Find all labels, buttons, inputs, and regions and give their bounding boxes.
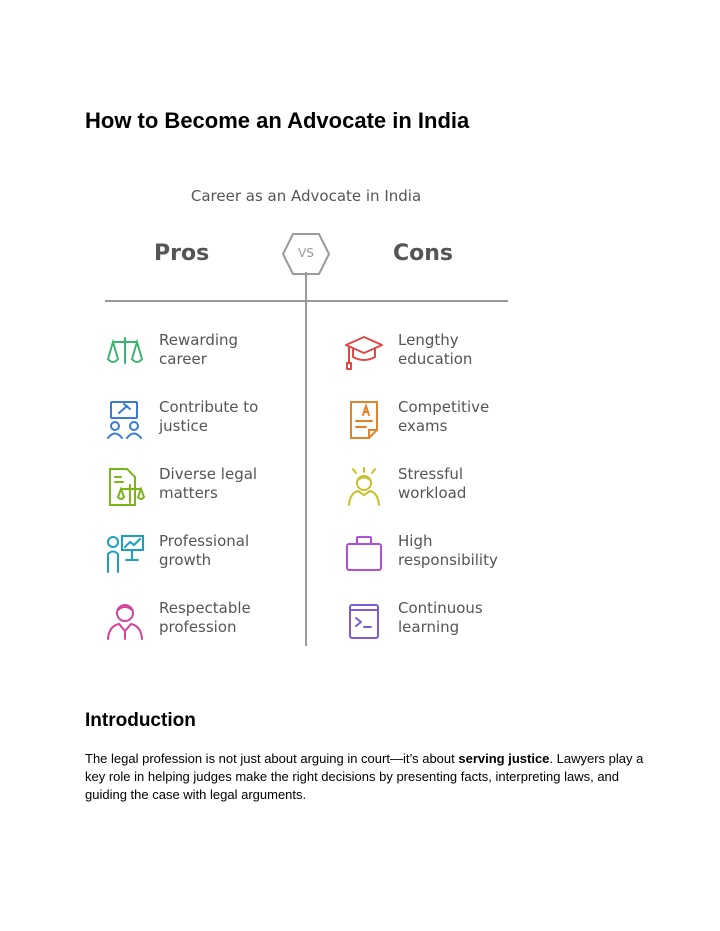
item-label-line1: Stressful bbox=[398, 465, 464, 483]
pros-item bbox=[105, 532, 305, 576]
book-icon bbox=[344, 601, 384, 641]
item-label-line1: High bbox=[398, 532, 433, 550]
presentation-growth-icon bbox=[105, 534, 145, 574]
cons-item bbox=[344, 532, 544, 576]
briefcase-icon bbox=[344, 534, 384, 574]
scales-icon bbox=[105, 333, 145, 373]
item-label-line2: justice bbox=[159, 417, 209, 435]
pros-heading: Pros bbox=[154, 241, 210, 266]
item-label-line2: responsibility bbox=[398, 551, 498, 569]
item-label-line1: Diverse legal bbox=[159, 465, 258, 483]
item-label-line2: growth bbox=[159, 551, 212, 569]
cons-item bbox=[344, 398, 544, 442]
item-label-line2: education bbox=[398, 350, 473, 368]
item-label-line1: Lengthy bbox=[398, 331, 459, 349]
graduation-cap-icon bbox=[344, 333, 384, 373]
page-title: How to Become an Advocate in India bbox=[85, 108, 470, 133]
item-label-line2: exams bbox=[398, 417, 448, 435]
item-label-line1: Contribute to bbox=[159, 398, 259, 416]
pros-item bbox=[105, 465, 305, 509]
pros-item bbox=[105, 331, 305, 375]
intro-bold-text: serving justice bbox=[458, 751, 550, 766]
people-gavel-icon bbox=[105, 400, 145, 440]
introduction-heading: Introduction bbox=[85, 710, 196, 731]
cons-item bbox=[344, 465, 544, 509]
infographic-caption: Career as an Advocate in India bbox=[190, 187, 422, 205]
item-label-line2: matters bbox=[159, 484, 218, 502]
item-label-line1: Continuous bbox=[398, 599, 483, 617]
exam-paper-icon bbox=[344, 400, 384, 440]
pros-item bbox=[105, 599, 305, 643]
cons-item bbox=[344, 331, 544, 375]
cons-item bbox=[344, 599, 544, 643]
pros-item bbox=[105, 398, 305, 442]
item-label-line1: Rewarding bbox=[159, 331, 239, 349]
item-label-line1: Professional bbox=[159, 532, 250, 550]
item-label-line1: Competitive bbox=[398, 398, 490, 416]
vs-badge bbox=[281, 232, 331, 276]
item-label-line2: workload bbox=[398, 484, 467, 502]
document-scales-icon bbox=[105, 467, 145, 507]
item-label-line1: Respectable bbox=[159, 599, 251, 617]
intro-text-start: The legal profession is not just about arguing in court—it’s about bbox=[85, 751, 459, 766]
pros-cons-infographic bbox=[100, 180, 520, 650]
item-label-line2: profession bbox=[159, 618, 237, 636]
professional-person-icon bbox=[105, 601, 145, 641]
vs-label: VS bbox=[298, 246, 314, 260]
item-label-line2: career bbox=[159, 350, 207, 368]
item-label-line2: learning bbox=[398, 618, 460, 636]
vertical-divider bbox=[305, 272, 307, 646]
introduction-paragraph bbox=[85, 750, 645, 804]
stressed-person-icon bbox=[344, 467, 384, 507]
intro-text-end: . Lawyers play a key role in helping judges make the right decisions by presenting facts, interpreting laws, and guiding the case with legal arguments. bbox=[85, 751, 644, 802]
cons-heading: Cons bbox=[393, 241, 454, 266]
